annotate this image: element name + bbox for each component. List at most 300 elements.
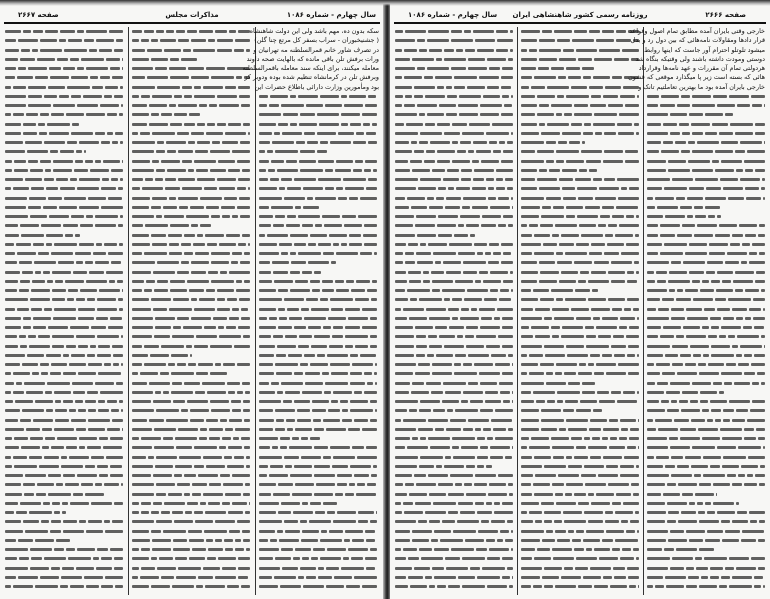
illegible-text-line xyxy=(132,379,252,388)
illegible-text-line xyxy=(5,258,125,267)
illegible-text-line xyxy=(647,212,765,221)
illegible-text-line xyxy=(395,240,514,249)
illegible-text-line xyxy=(259,397,379,406)
page-number: صفحه ۲۶۶۶ xyxy=(705,11,746,19)
illegible-text-line xyxy=(395,268,514,277)
illegible-text-line xyxy=(5,175,125,184)
illegible-text-line xyxy=(521,55,640,64)
illegible-text-line xyxy=(521,249,640,258)
illegible-text-line xyxy=(5,351,125,360)
illegible-text-line xyxy=(5,101,125,110)
illegible-text-line xyxy=(5,203,125,212)
illegible-text-line xyxy=(259,342,379,351)
illegible-text-line xyxy=(647,490,765,499)
illegible-text-line xyxy=(259,360,379,369)
left-page xyxy=(0,0,384,599)
illegible-text-line xyxy=(521,166,640,175)
illegible-text-line xyxy=(395,64,514,73)
illegible-text-line xyxy=(259,490,379,499)
illegible-text-line xyxy=(132,443,252,452)
illegible-text-line xyxy=(647,194,765,203)
text-line: بود ومأمورین وزارت دارائی باطلاع حضرات این xyxy=(254,82,379,91)
illegible-text-line xyxy=(132,129,252,138)
right-page-header xyxy=(394,8,766,24)
illegible-text-line xyxy=(5,240,125,249)
illegible-text-line xyxy=(395,194,514,203)
illegible-text-line xyxy=(395,434,514,443)
illegible-text-line xyxy=(5,369,125,378)
illegible-text-line xyxy=(5,480,125,489)
illegible-text-line xyxy=(395,203,514,212)
illegible-text-line xyxy=(259,249,379,258)
illegible-text-line xyxy=(259,406,379,415)
illegible-text-line xyxy=(259,92,379,101)
illegible-text-line xyxy=(521,379,640,388)
illegible-text-line xyxy=(259,564,379,573)
illegible-text-line xyxy=(647,92,765,101)
illegible-text-line xyxy=(521,471,640,480)
illegible-text-line xyxy=(395,425,514,434)
illegible-text-line xyxy=(647,166,765,175)
illegible-text-line xyxy=(5,277,125,286)
illegible-text-line xyxy=(521,573,640,582)
right-page xyxy=(390,0,770,599)
illegible-text-line xyxy=(395,295,514,304)
illegible-text-line xyxy=(5,64,125,73)
illegible-text-line xyxy=(259,120,379,129)
illegible-text-line xyxy=(395,480,514,489)
illegible-text-line xyxy=(259,480,379,489)
text-line: وبرفش تلن در کرمانشاه تنظیم شده بوده ودوبر کز xyxy=(244,73,379,82)
illegible-text-line xyxy=(521,425,640,434)
illegible-text-line xyxy=(132,110,252,119)
illegible-text-line xyxy=(395,508,514,517)
text-column xyxy=(242,27,382,595)
illegible-text-line xyxy=(647,453,765,462)
illegible-text-line xyxy=(395,166,514,175)
illegible-text-line xyxy=(395,157,514,166)
illegible-text-line xyxy=(395,443,514,452)
illegible-text-line xyxy=(5,286,125,295)
left-page-header xyxy=(4,8,380,24)
illegible-text-line xyxy=(5,434,125,443)
illegible-text-line xyxy=(5,443,125,452)
illegible-text-line xyxy=(521,508,640,517)
illegible-text-line xyxy=(5,332,125,341)
illegible-text-line xyxy=(5,194,125,203)
illegible-text-line xyxy=(132,55,252,64)
illegible-text-line xyxy=(647,240,765,249)
newspaper-title: روزنامه رسمی کشور شاهنشاهی ایران xyxy=(512,11,648,19)
illegible-text-line xyxy=(5,508,125,517)
illegible-text-line xyxy=(647,120,765,129)
illegible-text-line xyxy=(647,416,765,425)
illegible-text-line xyxy=(521,129,640,138)
illegible-text-line xyxy=(5,83,125,92)
illegible-text-line xyxy=(132,73,252,82)
illegible-text-line xyxy=(132,101,252,110)
illegible-text-line xyxy=(259,388,379,397)
illegible-text-line xyxy=(259,434,379,443)
illegible-text-line xyxy=(259,499,379,508)
illegible-text-line xyxy=(521,101,640,110)
illegible-text-line xyxy=(395,138,514,147)
illegible-text-line xyxy=(5,110,125,119)
illegible-text-line xyxy=(647,147,765,156)
illegible-text-line xyxy=(259,184,379,193)
illegible-text-line xyxy=(132,212,252,221)
illegible-text-line xyxy=(395,212,514,221)
illegible-text-line xyxy=(521,184,640,193)
illegible-text-line xyxy=(647,564,765,573)
section-title: مذاکرات مجلس xyxy=(165,11,219,19)
illegible-text-line xyxy=(132,314,252,323)
illegible-text-line xyxy=(647,110,765,119)
text-line: دوستی ومودت داشته باشند ولی وقتیکه بنگاه شد xyxy=(635,54,765,63)
illegible-text-line xyxy=(5,397,125,406)
illegible-text-line xyxy=(132,221,252,230)
illegible-text-line xyxy=(5,138,125,147)
illegible-text-line xyxy=(259,110,379,119)
issue-label: سال چهارم - شماره ۱۰۸۶ xyxy=(286,11,376,19)
illegible-text-line xyxy=(521,397,640,406)
illegible-text-line xyxy=(259,471,379,480)
illegible-text-line xyxy=(5,517,125,526)
illegible-text-line xyxy=(132,157,252,166)
illegible-text-line xyxy=(132,175,252,184)
illegible-text-line xyxy=(521,110,640,119)
illegible-text-line xyxy=(132,258,252,267)
illegible-text-line xyxy=(132,166,252,175)
illegible-text-line xyxy=(395,369,514,378)
illegible-text-line xyxy=(395,536,514,545)
illegible-text-line xyxy=(521,369,640,378)
illegible-text-line xyxy=(5,536,125,545)
illegible-text-line xyxy=(647,517,765,526)
illegible-text-line xyxy=(5,388,125,397)
illegible-text-line xyxy=(395,314,514,323)
scan-shadow xyxy=(0,0,770,6)
text-line: سکه بدون ده، مهم باشد ولی این دولت شاهنشاه xyxy=(249,27,379,35)
illegible-text-line xyxy=(395,379,514,388)
issue-label: سال چهارم - شماره ۱۰۸۶ xyxy=(408,11,498,19)
illegible-text-line xyxy=(5,545,125,554)
illegible-text-line xyxy=(521,517,640,526)
illegible-text-line xyxy=(5,527,125,536)
illegible-text-line xyxy=(521,332,640,341)
illegible-text-line xyxy=(395,564,514,573)
illegible-text-line xyxy=(647,314,765,323)
illegible-text-line xyxy=(395,323,514,332)
illegible-text-line xyxy=(521,295,640,304)
illegible-text-line xyxy=(259,129,379,138)
text-line: خارجی وقتی بایران آمده مطابق تمام اصول وقواعد xyxy=(629,27,765,35)
illegible-text-line xyxy=(259,314,379,323)
illegible-text-line xyxy=(647,129,765,138)
illegible-text-line xyxy=(132,480,252,489)
illegible-text-line xyxy=(5,295,125,304)
illegible-text-line xyxy=(647,471,765,480)
illegible-text-line xyxy=(521,545,640,554)
illegible-text-line xyxy=(395,55,514,64)
illegible-text-line xyxy=(647,258,765,267)
illegible-text-line xyxy=(521,536,640,545)
illegible-text-line xyxy=(132,462,252,471)
illegible-text-line xyxy=(259,573,379,582)
illegible-text-line xyxy=(132,453,252,462)
illegible-text-line xyxy=(132,573,252,582)
illegible-text-line xyxy=(5,425,125,434)
illegible-text-line xyxy=(5,360,125,369)
illegible-text-line xyxy=(132,416,252,425)
illegible-text-line xyxy=(647,332,765,341)
illegible-text-line xyxy=(259,517,379,526)
illegible-text-line xyxy=(521,64,640,73)
illegible-text-line xyxy=(395,46,514,55)
illegible-text-line xyxy=(259,138,379,147)
illegible-text-line xyxy=(395,573,514,582)
illegible-text-line xyxy=(647,305,765,314)
illegible-text-line xyxy=(521,277,640,286)
illegible-text-line xyxy=(521,490,640,499)
illegible-text-line xyxy=(395,360,514,369)
illegible-text-line xyxy=(395,471,514,480)
illegible-text-line xyxy=(395,462,514,471)
illegible-text-line xyxy=(521,453,640,462)
illegible-text-line xyxy=(132,360,252,369)
illegible-text-line xyxy=(521,157,640,166)
illegible-text-line xyxy=(647,573,765,582)
illegible-text-line xyxy=(395,351,514,360)
illegible-text-line xyxy=(132,527,252,536)
illegible-text-line xyxy=(132,286,252,295)
illegible-text-line xyxy=(259,101,379,110)
page-number: صفحه ۲۶۶۷ xyxy=(18,11,59,19)
illegible-text-line xyxy=(5,573,125,582)
illegible-text-line xyxy=(647,582,765,591)
illegible-text-line xyxy=(132,27,252,36)
illegible-text-line xyxy=(132,240,252,249)
illegible-text-line xyxy=(5,499,125,508)
illegible-text-line xyxy=(521,314,640,323)
illegible-text-line xyxy=(5,249,125,258)
illegible-text-line xyxy=(5,342,125,351)
illegible-text-line xyxy=(132,231,252,240)
illegible-text-line xyxy=(395,36,514,45)
illegible-text-line xyxy=(132,83,252,92)
illegible-text-line xyxy=(132,388,252,397)
illegible-text-line xyxy=(132,64,252,73)
illegible-text-line xyxy=(647,388,765,397)
illegible-text-line xyxy=(395,305,514,314)
illegible-text-line xyxy=(395,231,514,240)
illegible-text-line xyxy=(395,582,514,591)
illegible-text-line xyxy=(521,120,640,129)
illegible-text-line xyxy=(395,175,514,184)
illegible-text-line xyxy=(521,46,640,55)
illegible-text-line xyxy=(395,277,514,286)
illegible-text-line xyxy=(521,480,640,489)
illegible-text-line xyxy=(647,360,765,369)
illegible-text-line xyxy=(521,527,640,536)
illegible-text-line xyxy=(5,453,125,462)
illegible-text-line xyxy=(132,490,252,499)
illegible-text-line xyxy=(259,379,379,388)
illegible-text-line xyxy=(132,554,252,563)
illegible-text-line xyxy=(5,129,125,138)
illegible-text-line xyxy=(521,212,640,221)
illegible-text-line xyxy=(647,425,765,434)
illegible-text-line xyxy=(647,527,765,536)
illegible-text-line xyxy=(259,332,379,341)
illegible-text-line xyxy=(647,268,765,277)
illegible-text-line xyxy=(521,342,640,351)
illegible-text-line xyxy=(5,147,125,156)
illegible-text-line xyxy=(259,536,379,545)
illegible-text-line xyxy=(395,554,514,563)
illegible-text-line xyxy=(132,397,252,406)
illegible-text-line xyxy=(5,184,125,193)
illegible-text-line xyxy=(5,221,125,230)
illegible-text-line xyxy=(395,499,514,508)
illegible-text-line xyxy=(259,231,379,240)
illegible-text-line xyxy=(521,194,640,203)
illegible-text-line xyxy=(395,27,514,36)
illegible-text-line xyxy=(521,73,640,82)
illegible-text-line xyxy=(521,582,640,591)
illegible-text-line xyxy=(5,92,125,101)
illegible-text-line xyxy=(647,295,765,304)
illegible-text-line xyxy=(521,499,640,508)
illegible-text-line xyxy=(259,147,379,156)
illegible-text-line xyxy=(132,36,252,45)
illegible-text-line xyxy=(647,536,765,545)
illegible-text-line xyxy=(395,73,514,82)
illegible-text-line xyxy=(521,92,640,101)
illegible-text-line xyxy=(259,194,379,203)
illegible-text-line xyxy=(5,46,125,55)
illegible-text-line xyxy=(5,166,125,175)
illegible-text-line xyxy=(259,582,379,591)
text-line: خارجی بایران آمده بود ما بهترین تعاملتیم تانک و xyxy=(638,82,765,91)
illegible-text-line xyxy=(132,517,252,526)
illegible-text-line xyxy=(132,434,252,443)
illegible-text-line xyxy=(5,462,125,471)
illegible-text-line xyxy=(647,397,765,406)
illegible-text-line xyxy=(132,471,252,480)
illegible-text-line xyxy=(521,434,640,443)
illegible-text-line xyxy=(259,268,379,277)
illegible-text-line xyxy=(395,406,514,415)
illegible-text-line xyxy=(521,240,640,249)
illegible-text-line xyxy=(132,46,252,55)
illegible-text-line xyxy=(132,369,252,378)
illegible-text-line xyxy=(521,406,640,415)
illegible-text-line xyxy=(132,268,252,277)
illegible-text-line xyxy=(521,268,640,277)
illegible-text-line xyxy=(395,147,514,156)
illegible-text-line xyxy=(647,351,765,360)
illegible-text-line xyxy=(395,83,514,92)
illegible-text-line xyxy=(132,351,252,360)
illegible-text-line xyxy=(259,453,379,462)
illegible-text-line xyxy=(647,277,765,286)
illegible-text-line xyxy=(521,258,640,267)
illegible-text-line xyxy=(5,305,125,314)
illegible-text-line xyxy=(647,554,765,563)
illegible-text-line xyxy=(521,147,640,156)
illegible-text-line xyxy=(5,55,125,64)
illegible-text-line xyxy=(5,73,125,82)
illegible-text-line xyxy=(395,184,514,193)
illegible-text-line xyxy=(259,443,379,452)
illegible-text-line xyxy=(259,203,379,212)
illegible-text-line xyxy=(132,323,252,332)
illegible-text-line xyxy=(395,101,514,110)
illegible-text-line xyxy=(5,490,125,499)
illegible-text-line xyxy=(259,240,379,249)
illegible-text-line xyxy=(259,212,379,221)
illegible-text-line xyxy=(521,360,640,369)
illegible-text-line xyxy=(132,295,252,304)
illegible-text-line xyxy=(5,582,125,591)
illegible-text-line xyxy=(259,508,379,517)
illegible-text-line xyxy=(259,351,379,360)
illegible-text-line xyxy=(395,397,514,406)
illegible-text-line xyxy=(395,110,514,119)
illegible-text-line xyxy=(395,92,514,101)
illegible-text-line xyxy=(132,342,252,351)
illegible-text-line xyxy=(259,545,379,554)
illegible-text-line xyxy=(259,295,379,304)
text-line: ورات برفش تلن باقی مانده که بالهایت صحه داوند xyxy=(246,54,379,63)
text-line: قرار دادها ومقاولات نامه‌هائی که بین دول رد و بدل xyxy=(630,36,765,45)
illegible-text-line xyxy=(521,138,640,147)
illegible-text-line xyxy=(132,332,252,341)
illegible-text-line xyxy=(647,184,765,193)
illegible-text-line xyxy=(647,138,765,147)
illegible-text-line xyxy=(647,434,765,443)
illegible-text-line xyxy=(647,101,765,110)
illegible-text-line xyxy=(5,564,125,573)
illegible-text-line xyxy=(132,582,252,591)
illegible-text-line xyxy=(395,388,514,397)
illegible-text-line xyxy=(259,286,379,295)
illegible-text-line xyxy=(5,379,125,388)
illegible-text-line xyxy=(132,305,252,314)
illegible-text-line xyxy=(132,203,252,212)
illegible-text-line xyxy=(132,184,252,193)
illegible-text-line xyxy=(132,92,252,101)
illegible-text-line xyxy=(395,249,514,258)
illegible-text-line xyxy=(647,157,765,166)
illegible-text-line xyxy=(259,277,379,286)
illegible-text-line xyxy=(647,203,765,212)
illegible-text-line xyxy=(5,416,125,425)
illegible-text-line xyxy=(647,499,765,508)
illegible-text-line xyxy=(132,249,252,258)
illegible-text-line xyxy=(5,268,125,277)
illegible-text-line xyxy=(132,536,252,545)
illegible-text-line xyxy=(132,508,252,517)
illegible-text-line xyxy=(521,443,640,452)
illegible-text-line xyxy=(647,323,765,332)
text-line: ( جشنیخبوران - سراب بسفر کل مرتع چنا گلن) xyxy=(254,36,379,45)
illegible-text-line xyxy=(132,564,252,573)
illegible-text-line xyxy=(259,305,379,314)
illegible-text-line xyxy=(647,508,765,517)
text-line: هائی که بسته است زیر پا میگذارد موقعی که قشون xyxy=(628,73,765,82)
